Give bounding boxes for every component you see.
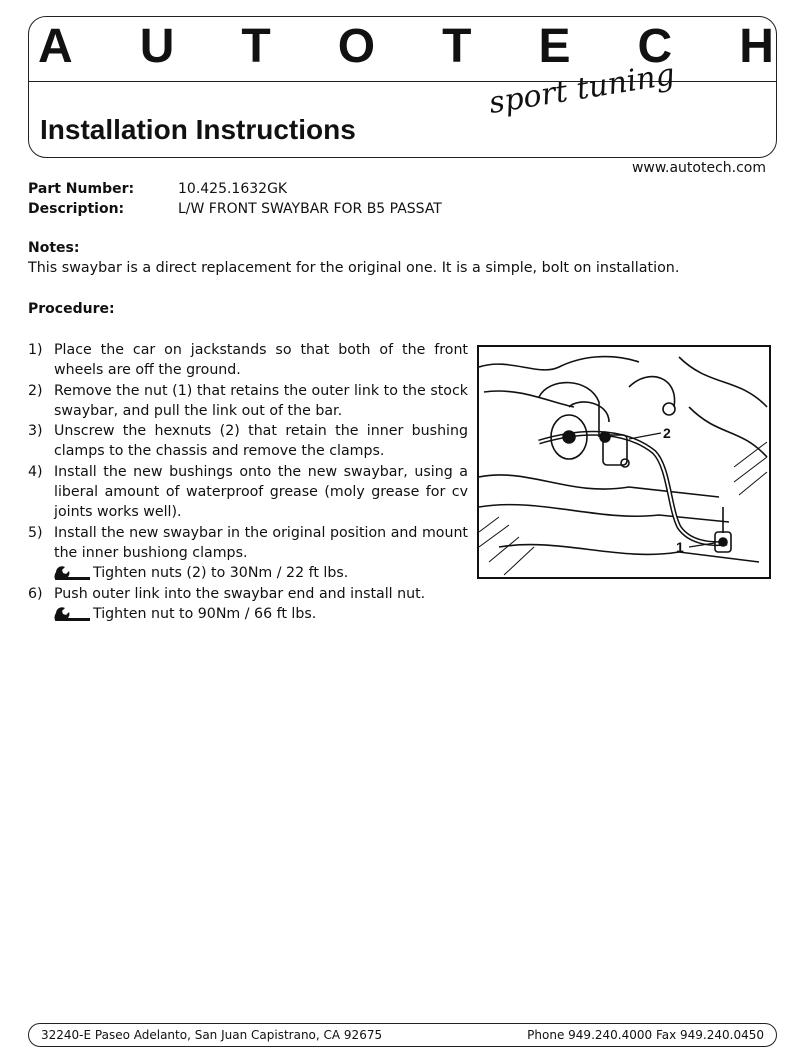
diagram-drawing xyxy=(479,347,769,577)
step-number: 4) xyxy=(28,463,43,480)
step-text: Place the car on jackstands so that both of the front wheels are off the ground. xyxy=(54,342,468,379)
part-number-label: Part Number: xyxy=(28,181,135,197)
footer-phone: Phone 949.240.4000 Fax 949.240.0450 xyxy=(527,1028,764,1042)
step-number: 5) xyxy=(28,524,43,541)
description-value: L/W FRONT SWAYBAR FOR B5 PASSAT xyxy=(178,201,442,217)
part-number-value: 10.425.1632GK xyxy=(178,181,288,197)
wrench-icon xyxy=(54,605,90,621)
brand-letter: U xyxy=(139,19,175,73)
procedure-step xyxy=(28,381,468,422)
step-text: Install the new swaybar in the original position and mount the inner bushiong clamps. xyxy=(54,524,468,561)
step-text: Remove the nut (1) that retains the outer link to the stock swaybar, and pull the link out of the bar. xyxy=(54,382,468,419)
description-label: Description: xyxy=(28,201,125,217)
description-row xyxy=(28,201,442,217)
swaybar-diagram xyxy=(477,345,771,579)
step-body xyxy=(54,584,468,625)
step-text: Install the new bushings onto the new swaybar, using a liberal amount of waterproof grease (moly grease for cv joints works well). xyxy=(54,463,468,521)
callout-1: 1 xyxy=(676,539,684,555)
step-text: Unscrew the hexnuts (2) that retain the inner bushing clamps to the chassis and remove the clamps. xyxy=(54,423,468,460)
brand-letter: A xyxy=(38,19,73,73)
brand-letter: T xyxy=(241,19,271,73)
step-number: 3) xyxy=(28,423,43,440)
wrench-icon xyxy=(54,564,90,580)
brand-letter: C xyxy=(637,19,673,73)
website-link[interactable]: www.autotech.com xyxy=(631,160,766,176)
callout-2: 2 xyxy=(663,425,671,441)
procedure-heading: Procedure: xyxy=(28,301,115,317)
notes-text: This swaybar is a direct replacement for the original one. It is a simple, bolt on installation. xyxy=(28,260,680,276)
footer-bar xyxy=(28,1023,777,1047)
step-number: 2) xyxy=(28,382,43,399)
step-number: 1) xyxy=(28,342,43,358)
step-number: 6) xyxy=(28,585,43,602)
notes-heading: Notes: xyxy=(28,240,80,256)
brand-letter: O xyxy=(337,19,376,73)
page-title: Installation Instructions xyxy=(40,114,356,145)
torque-spec: Tighten nuts (2) to 30Nm / 22 ft lbs. xyxy=(93,565,349,582)
procedure-list xyxy=(28,340,468,624)
brand-letter: E xyxy=(538,19,571,73)
brand-letter: H xyxy=(739,19,774,73)
procedure-step xyxy=(28,584,468,625)
footer-address: 32240-E Paseo Adelanto, San Juan Capistrano, CA 92675 xyxy=(41,1028,383,1042)
procedure-step xyxy=(28,340,468,381)
tagline: sport tuning xyxy=(486,57,678,121)
brand-letter: T xyxy=(442,19,472,73)
step-body xyxy=(54,523,468,584)
step-text: Push outer link into the swaybar end and install nut. xyxy=(54,585,426,602)
procedure-step xyxy=(28,421,468,462)
part-number-row xyxy=(28,181,287,197)
torque-spec: Tighten nut to 90Nm / 66 ft lbs. xyxy=(93,605,317,622)
procedure-step xyxy=(28,523,468,584)
procedure-step xyxy=(28,462,468,523)
